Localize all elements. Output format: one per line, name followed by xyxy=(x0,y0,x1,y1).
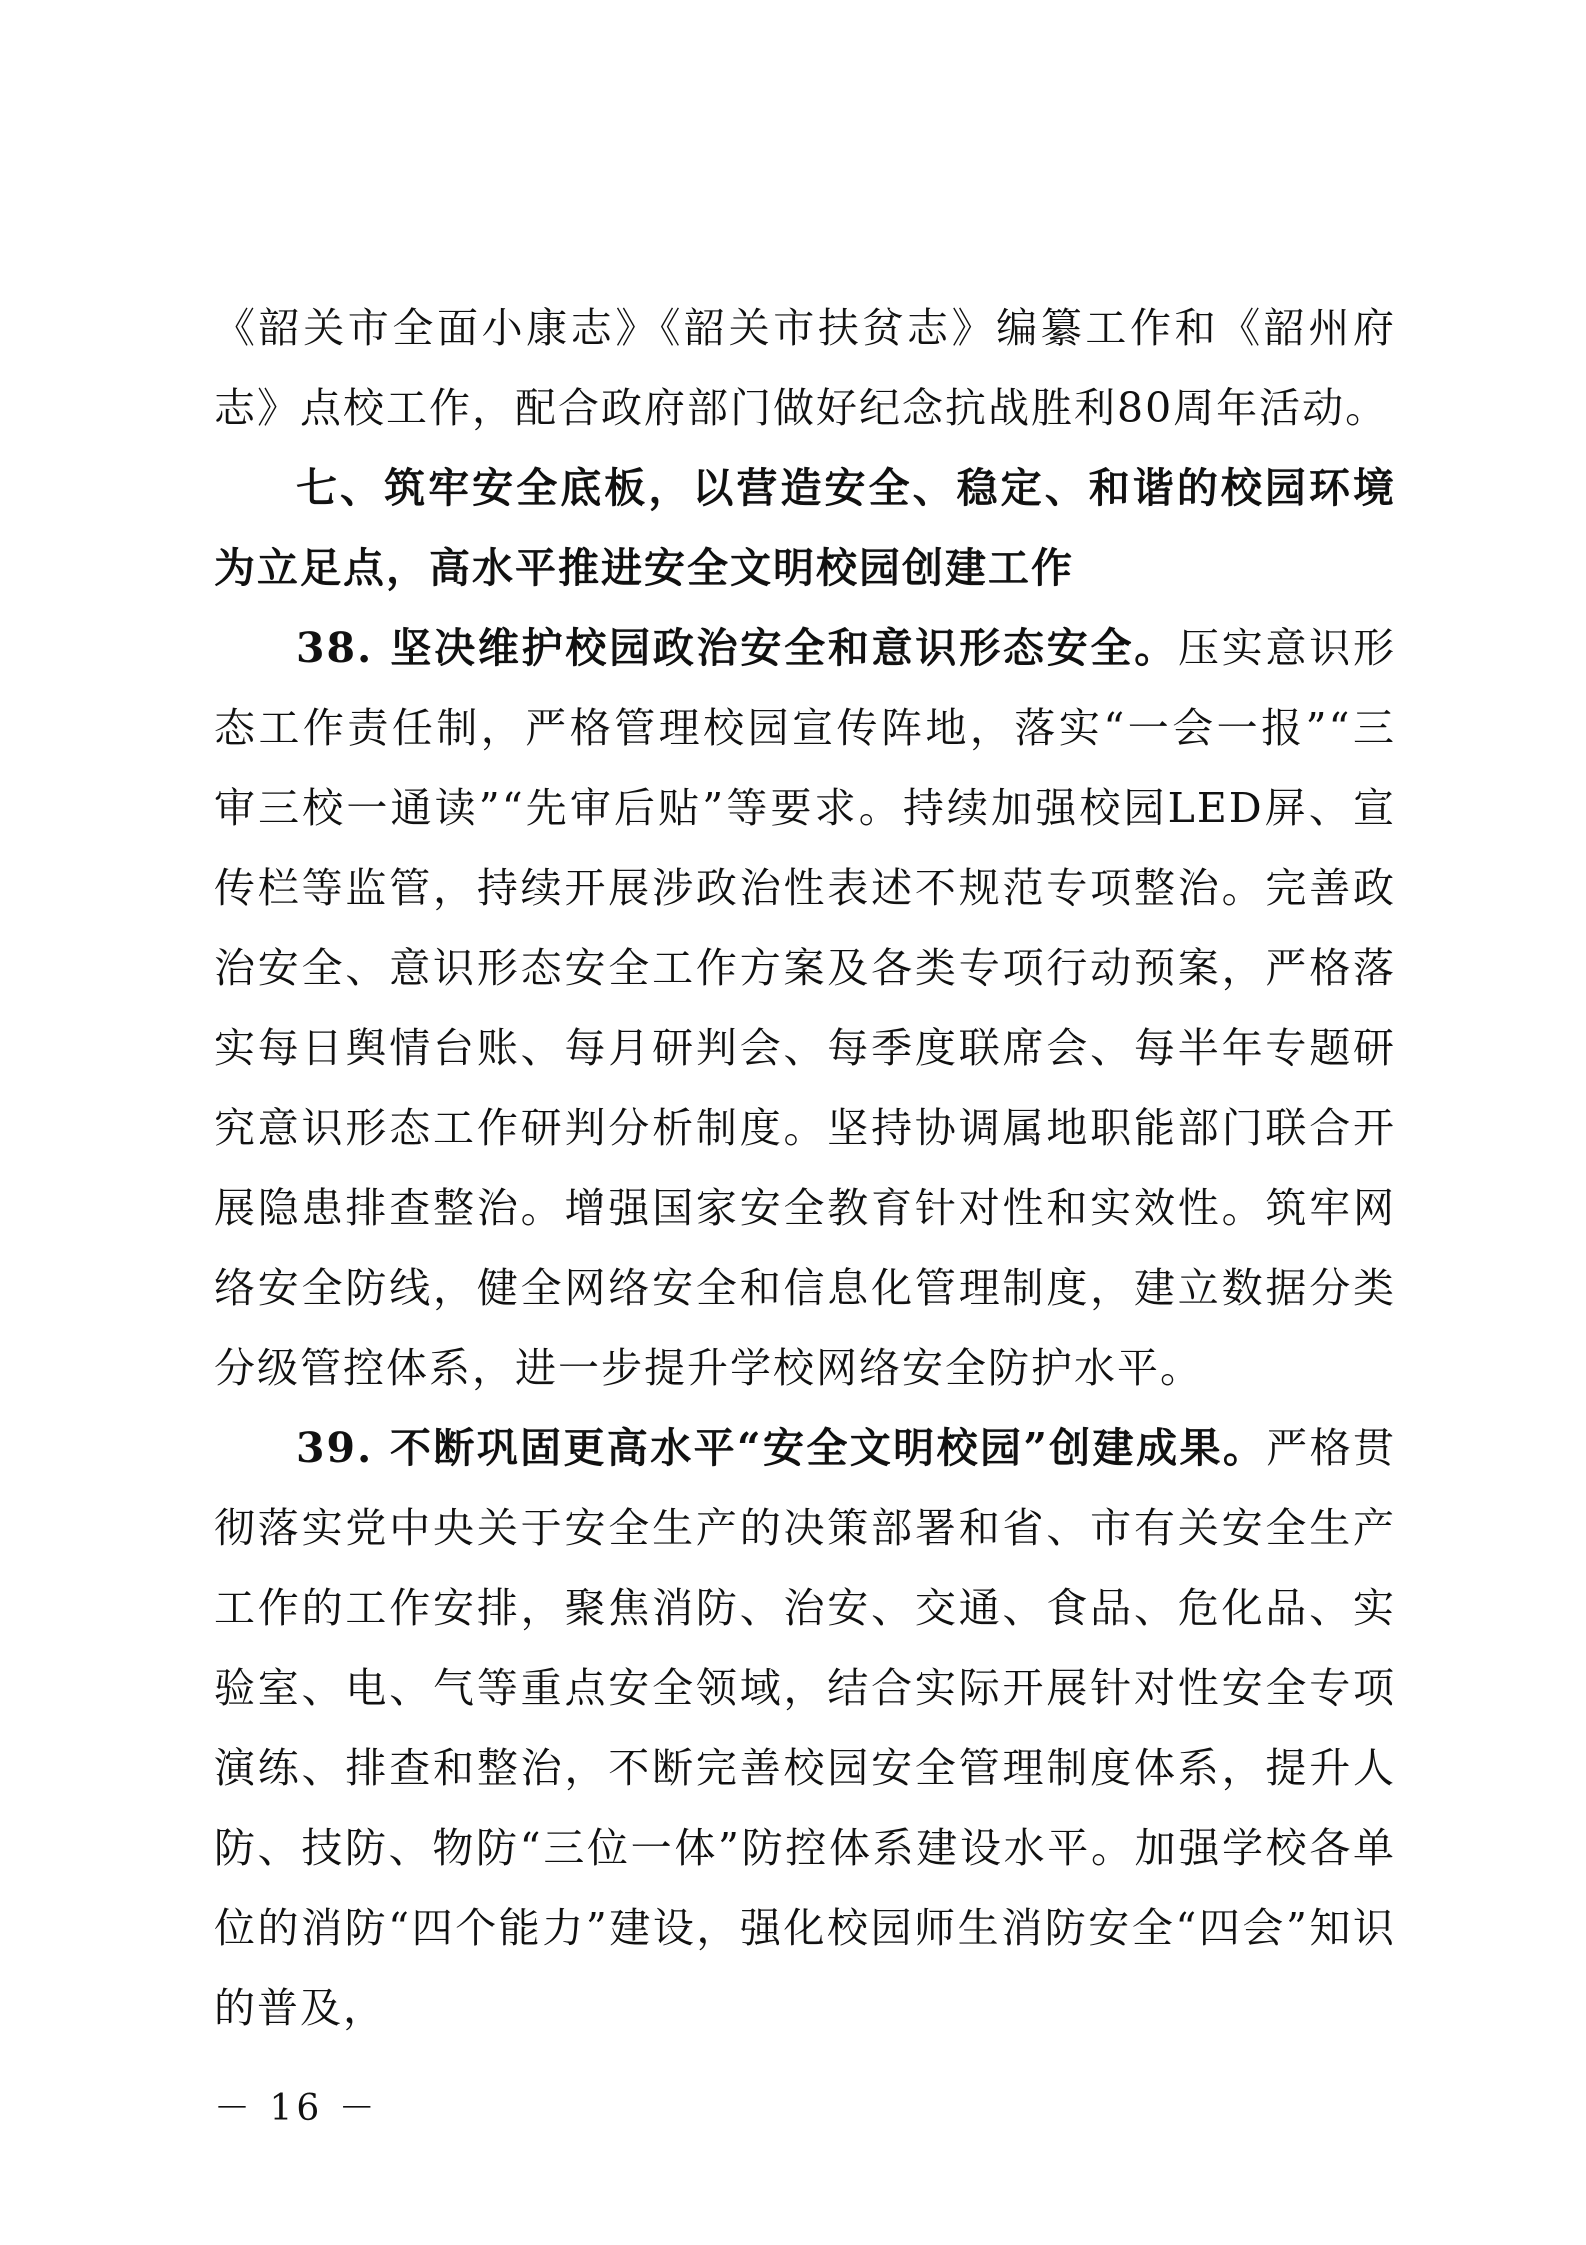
section-heading: 七、筑牢安全底板，以营造安全、稳定、和谐的校园环境为立足点，高水平推进安全文明校园创建工作 xyxy=(214,464,1396,592)
item-39-body: 严格贯彻落实党中央关于安全生产的决策部署和省、市有关安全生产工作的工作安排，聚焦消防、治安、交通、食品、危化品、实验室、电、气等重点安全领域，结合实际开展针对性安全专项演练、排查和整治，不断完善校园安全管理制度体系，提升人防、技防、物防“三位一体”防控体系建设水平。加强学校各单位的消防“四个能力”建设，强化校园师生消防安全“四会”知识的普及， xyxy=(214,1424,1396,2032)
item-39-lead: 39. 不断巩固更高水平“安全文明校园”创建成果。 xyxy=(296,1424,1267,1472)
continuation-paragraph: 《韶关市全面小康志》《韶关市扶贫志》编纂工作和《韶州府志》点校工作，配合政府部门做好纪念抗战胜利80周年活动。 xyxy=(214,304,1396,432)
item-38-lead: 38. 坚决维护校园政治安全和意识形态安全。 xyxy=(296,624,1178,672)
item-39-paragraph xyxy=(214,1408,1396,2048)
item-38-paragraph xyxy=(214,608,1396,1408)
item-38-body: 压实意识形态工作责任制，严格管理校园宣传阵地，落实“一会一报”“三审三校一通读”“先审后贴”等要求。持续加强校园LED屏、宣传栏等监管，持续开展涉政治性表述不规范专项整治。完善政治安全、意识形态安全工作方案及各类专项行动预案，严格落实每日舆情台账、每月研判会、每季度联席会、每半年专题研究意识形态工作研判分析制度。坚持协调属地职能部门联合开展隐患排查整治。增强国家安全教育针对性和实效性。筑牢网络安全防线，健全网络安全和信息化管理制度，建立数据分类分级管控体系，进一步提升学校网络安全防护水平。 xyxy=(214,624,1396,1392)
page-number: － 16 － xyxy=(214,2088,379,2129)
document-body xyxy=(214,288,1396,2048)
